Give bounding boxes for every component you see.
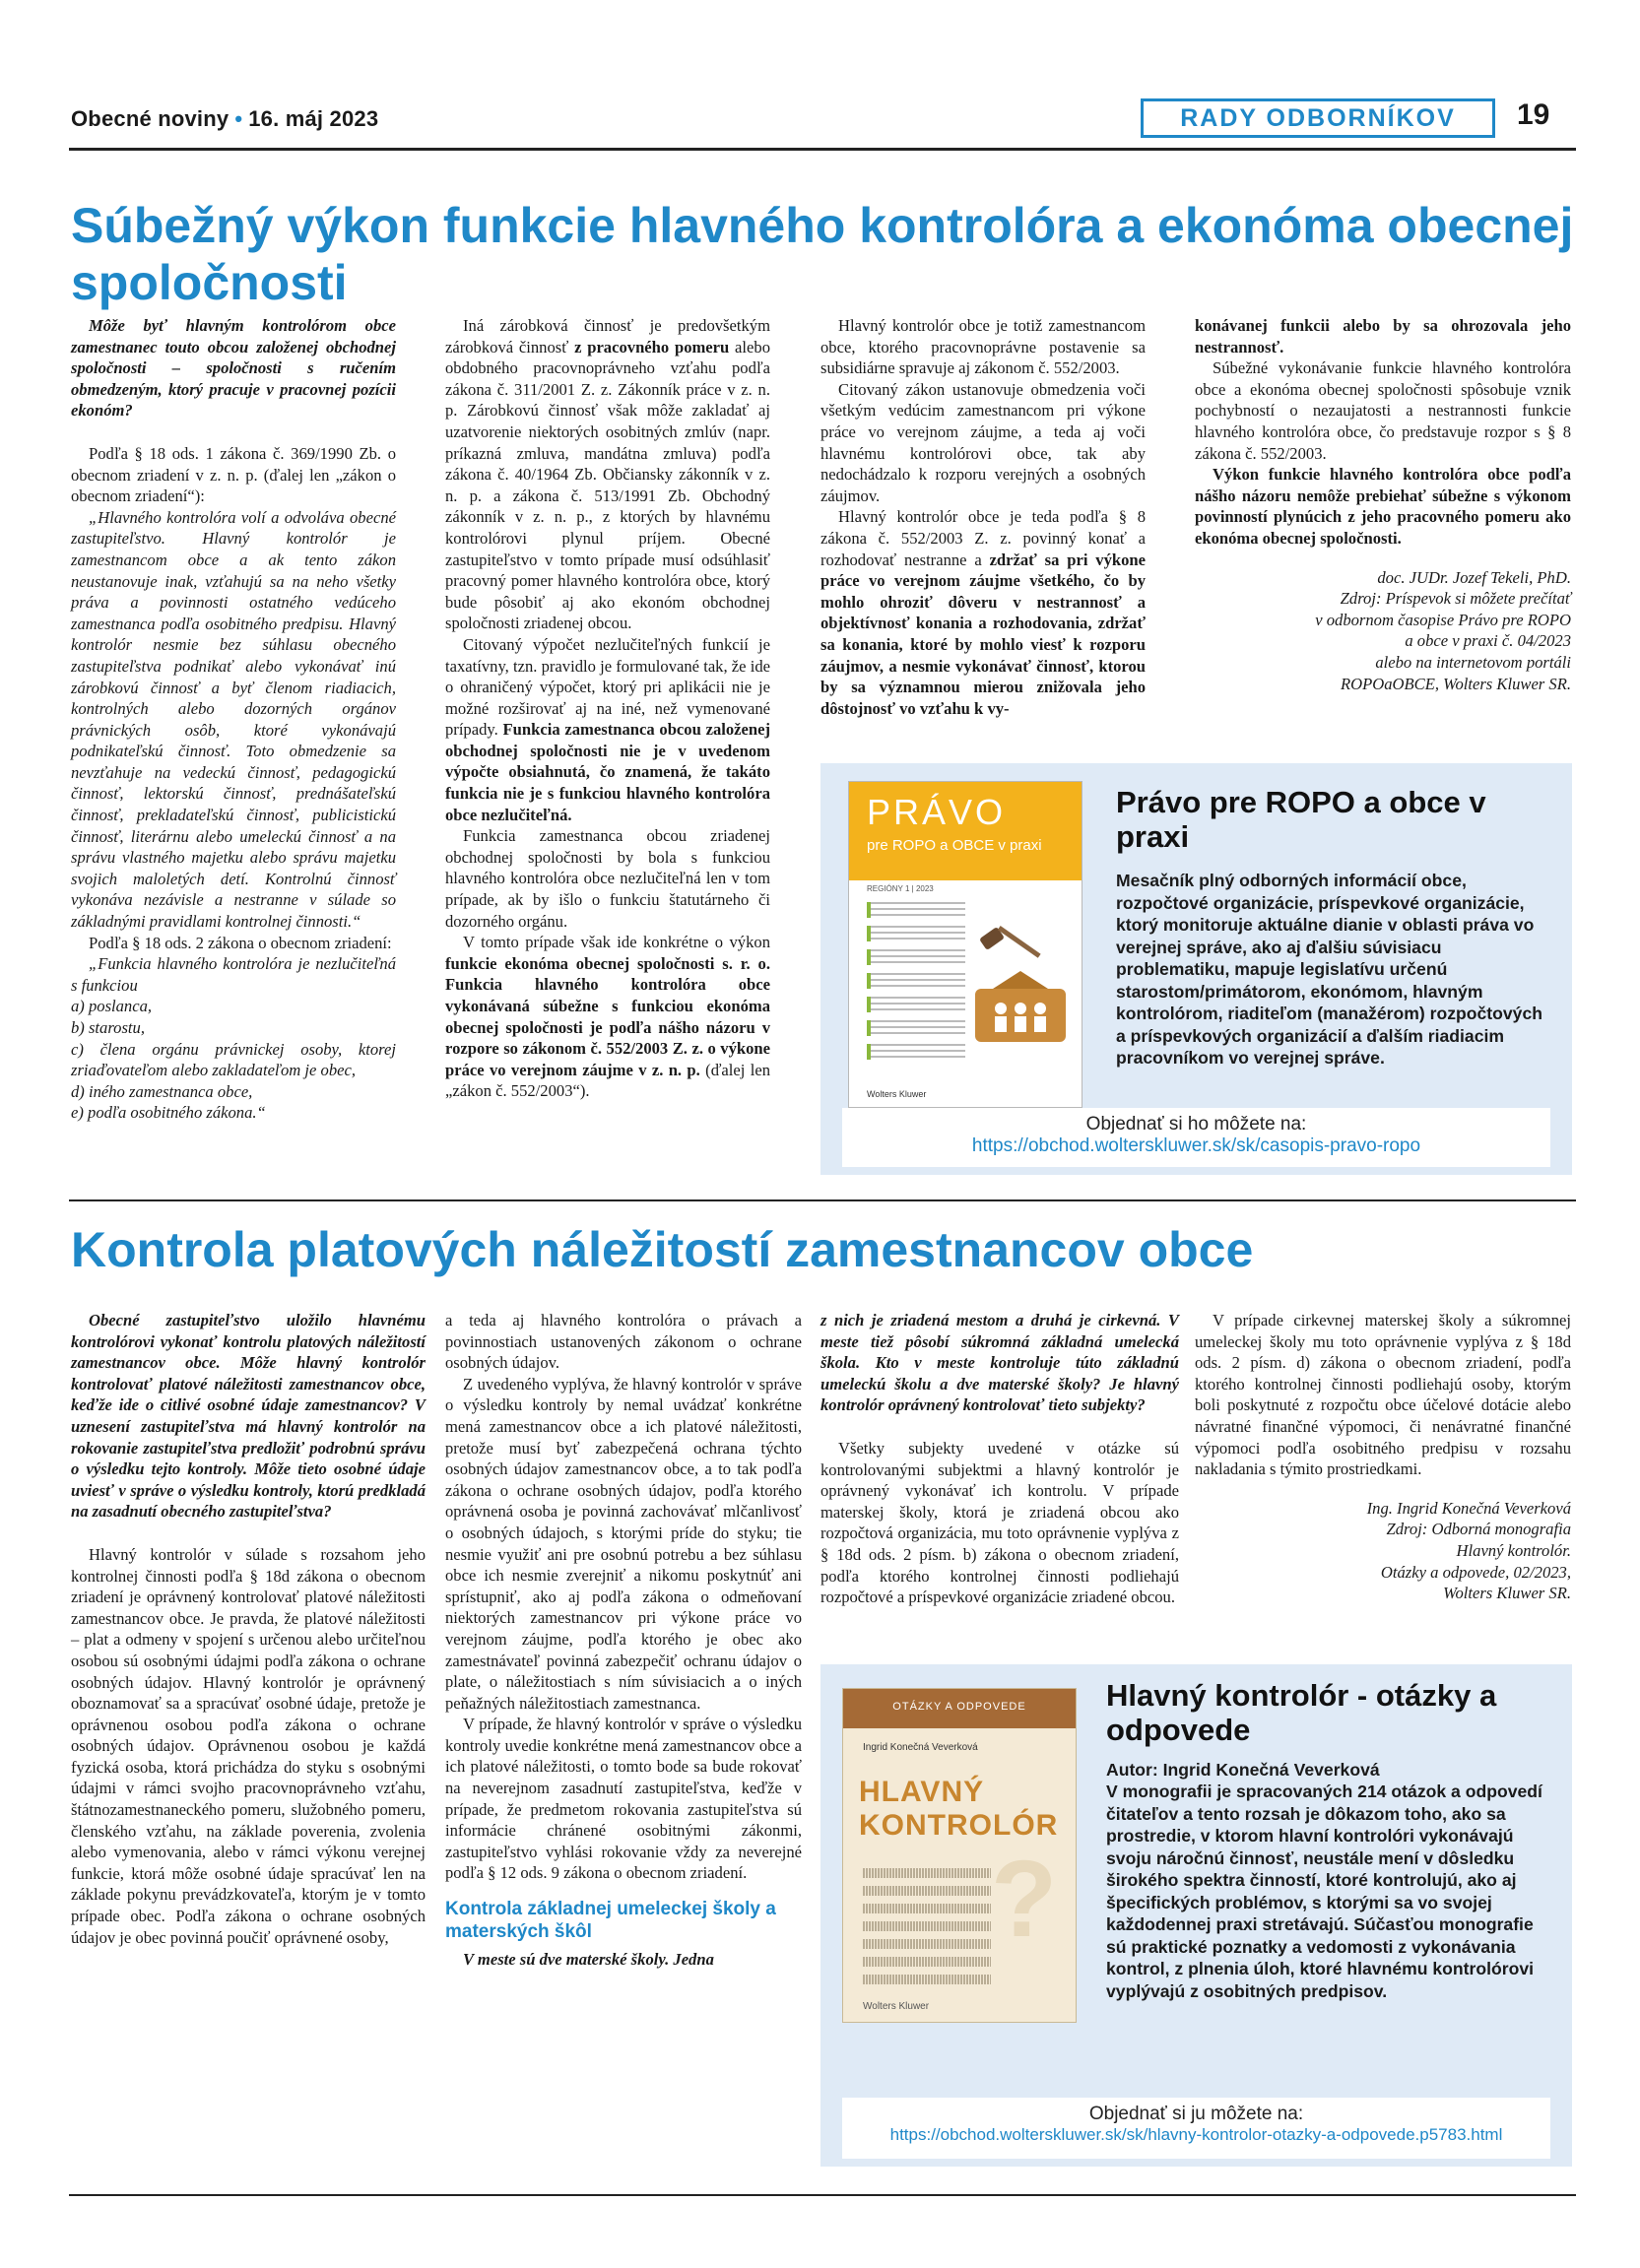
emphasis: z pracovného pomeru	[574, 337, 730, 356]
order-link[interactable]: https://obchod.wolterskluwer.sk/sk/casopis-pravo-ropo	[971, 1135, 1421, 1156]
cover-toc-line	[867, 926, 965, 941]
promo2-author: Autor: Ingrid Konečná Veverková	[1106, 1760, 1380, 1780]
promo2-description: V monografii je spracovaných 214 otázok a odpovedí čitateľov a tento rozsah je dôkazom toho, ako sa prostredie, v ktorom hlavní kontrolóri vykonávajú svoju náročnú činnosť, neustále mení v dôsledku širokého spektra činností, ktoré kontrolujú, ako aj špecifických problémov, s ktorými sa vo svojej každodennej praxi stretávajú. Súčasťou monografie sú praktické poznatky a vedomosti z vykonávania kontrol, z plnenia úloh, ktoré hlavnému kontrolórovi vyplývajú z osobitných predpisov.	[1106, 1782, 1542, 2001]
paragraph: Citovaný zákon ustanovuje obmedzenia voči všetkým vedúcim zamestnancom pri výkone práce vo verejnom záujme, a teda aj voči hlavnému kontrolórovi obce, tak aby nedochádzalo k rozporu verejných a osobných záujmov.	[820, 379, 1146, 505]
promo1-description: Mesačník plný odborných informácií obce, rozpočtové organizácie, príspevkové organizácie, ktorý monitoruje aktuálne dianie v oblasti práva vo verejnej správe, ako aj ďalšiu súvisiacu problematiku, mapuje legislatívu určenú starostom/primátorom, ekonómom, hlavným kontrolórom, riaditeľom (manažérom) rozpočtových a príspevkových organizácií a ďalším riadiacim pracovníkom vo verejnej správe.	[1116, 871, 1542, 1068]
paragraph	[445, 315, 770, 634]
section-label: RADY ODBORNÍKOV	[1141, 98, 1495, 138]
cover-list-line	[863, 1868, 991, 1878]
cover-toc	[867, 902, 965, 1068]
subheading: Kontrola základnej umeleckej školy a materských škôl	[445, 1899, 776, 1943]
article2-column-1	[71, 1310, 426, 1948]
promo-box-hlavny-kontrolor	[820, 1664, 1572, 2167]
cover-title	[859, 1776, 1058, 1843]
paragraph: Funkcia zamestnanca obcou zriadenej obchodnej spoločnosti by bola s funkciou hlavného kontrolóra obce nezlučiteľná len v tom prípade, ak by išlo o funkciu štatutárneho či dozorného orgánu.	[445, 826, 770, 931]
promo-box-pravo-ropo	[820, 763, 1572, 1175]
text-run: alebo obdobného pracovnoprávneho vzťahu podľa zákona č. 311/2001 Z. z. Zákonník práce v z. n. p. Zárobkovú činnosť však môže zakladať aj uzatvorenie niektorých osobitných zmlúv (napr. príkazná zmluva, mandátna zmluva) podľa zákona č. 40/1964 Zb. Občiansky zákonník v z. n. p. a zákona č. 513/1991 Zb. Obchodný zákonník v z. n. p., z ktorých by hlavnému kontrolórovi plynul príjem. Obecné zastupiteľstvo v tomto prípade musí odsúhlasiť pracovný pomer hlavného kontrolóra obce, ktorý bude pôsobiť aj ako ekonóm obchodnej spoločnosti zriadenej obcou.	[445, 337, 770, 633]
promo2-order	[842, 2098, 1550, 2159]
cover-list-line	[863, 1921, 991, 1931]
paragraph	[1195, 464, 1571, 549]
cover-author: Ingrid Konečná Veverková	[863, 1742, 978, 1753]
emphasis: Výkon funkcie hlavného kontrolóra obce podľa nášho názoru nemôže prebiehať súbežne s výkonom povinností plynúcich z jeho pracovného pomeru ako ekonóma obecnej spoločnosti.	[1195, 465, 1571, 548]
quote: „Funkcia hlavného kontrolóra je nezlučiteľná s funkciou	[71, 954, 396, 995]
section-divider	[69, 1199, 1576, 1201]
cover-toc-line	[867, 902, 965, 918]
source-line: alebo na internetovom portáli	[1375, 652, 1571, 672]
paragraph: Podľa § 18 ods. 1 zákona č. 369/1990 Zb. o obecnom zriadení v z. n. p. (ďalej len „zákon o obecnom zriadení“):	[71, 443, 396, 506]
gavel-illustration-icon	[975, 910, 1066, 1058]
header-rule	[69, 148, 1576, 151]
text-run: Iná zárobková činnosť je predovšetkým zárobková činnosť	[445, 316, 770, 356]
paragraph: Všetky subjekty uvedené v otázke sú kontrolovanými subjektmi a hlavný kontrolór je oprávnený vykonávať ich kontrolu. V prípade materskej školy, ktorá je zriadená obcou ako rozpočtová organizácia, mu toto oprávnenie vyplýva z § 18d ods. 2 písm. b) zákona o obecnom zriadení, podľa ktorého kontrolnej činnosti podliehajú rozpočtové a príspevkové organizácie zriadené obcou.	[820, 1438, 1179, 1607]
cover-issue: REGIÓNY 1 | 2023	[867, 884, 934, 893]
paragraph	[445, 932, 770, 1102]
cover-list-line	[863, 1904, 991, 1913]
source-line: Hlavný kontrolór.	[1456, 1540, 1571, 1560]
article1-column-4	[1195, 315, 1571, 694]
cover-publisher: Wolters Kluwer	[867, 1089, 927, 1099]
article1-column-1	[71, 315, 396, 1124]
source-line: a obce v praxi č. 04/2023	[1405, 631, 1571, 651]
cover-toc-line	[867, 949, 965, 965]
article2-column-3	[820, 1310, 1179, 1608]
paragraph: Súbežné vykonávanie funkcie hlavného kontrolóra obce a ekonóma obecnej spoločnosti spôsobuje vznik pochybností o nezaujatosti a nestrannosti funkcie hlavného kontrolóra obce, čo predstavuje rozpor s § 8 zákona č. 552/2003.	[1195, 358, 1571, 463]
cover-toc-line	[867, 973, 965, 989]
article2-column-4	[1195, 1310, 1571, 1604]
emphasis: zdržať sa pri výkone práce vo verejnom záujme všetkého, čo by mohlo ohroziť dôveru v nestrannosť a objektívnosť konania a rozhodovania, zdržať sa konania, ktoré by mohlo viesť k rozporu záujmov, a nesmie vykonávať činnosť, ktorou by sa významnou mierou znižovala jeho dôstojnosť vo vzťahu k vy-	[820, 550, 1146, 718]
question-mark-icon: ?	[991, 1839, 1058, 1960]
cover-toc-line	[867, 1020, 965, 1036]
list-item: a) poslanca,	[71, 997, 153, 1016]
masthead	[71, 106, 378, 132]
article1-column-3	[820, 315, 1146, 719]
list-item: d) iného zamestnanca obce,	[71, 1081, 253, 1101]
paragraph	[1195, 315, 1571, 357]
author-signature: doc. JUDr. Jozef Tekeli, PhD.	[1377, 567, 1571, 587]
article1-headline: Súbežný výkon funkcie hlavného kontrolóra a ekonóma obecnej spoločnosti	[71, 198, 1574, 310]
source-line: Wolters Kluwer SR.	[1443, 1584, 1571, 1603]
text-run: Citovaný výpočet nezlučiteľných funkcií je taxatívny, tzn. pravidlo je formulované tak, že ide o ohraničený výpočet, ktorý pri aplikácii nie je možné rozširovať aj na iné, než vymenované prípady.	[445, 634, 770, 740]
cover-list-line	[863, 1886, 991, 1896]
article2-headline: Kontrola platových náležitostí zamestnancov obce	[71, 1222, 1254, 1277]
cover-toc-line	[867, 1044, 965, 1060]
cover-subtitle: pre ROPO a OBCE v praxi	[867, 837, 1042, 854]
paragraph: a teda aj hlavného kontrolóra o právach a povinnostiach ustanovených zákonom o ochrane osobných údajov.	[445, 1311, 802, 1373]
paragraph: V prípade cirkevnej materskej školy a súkromnej umeleckej školy mu toto oprávnenie vyplýva z § 18d ods. 2 písm. d) zákona o obecnom zriadení, podľa ktorého kontrolnej činnosti podliehajú osoby, ktorým boli poskytnuté z rozpočtu obce účelové dotácie alebo návratné finančné výpomoci, či nenávratné finančné výpomoci podľa osobitného predpisu v rozsahu nakladania s týmito prostriedkami.	[1195, 1311, 1571, 1479]
text-run: (ďalej len „zákon č. 552/2003“).	[445, 1060, 770, 1101]
promo1-order	[842, 1108, 1550, 1167]
issue-date: 16. máj 2023	[248, 106, 379, 131]
source-line: Zdroj: Príspevok si môžete prečítať	[1340, 589, 1571, 609]
promo1-title: Právo pre ROPO a obce v praxi	[1116, 785, 1486, 854]
text-run: Hlavný kontrolór obce je teda podľa § 8 zákona č. 552/2003 Z. z. povinný konať a rozhodovať nestranne a	[820, 507, 1146, 569]
paragraph: V meste sú dve materské školy. Jedna	[463, 1950, 714, 1970]
article2-lead: Obecné zastupiteľstvo uložilo hlavnému kontrolórovi vykonať kontrolu platových náležitostí zamestnancov obce. Môže hlavný kontrolór kontrolovať platové náležitosti zamestnancov obce, keďže ide o citlivé osobné údaje zamestnancov? V uznesení zastupiteľstva má hlavný kontrolór na rokovanie zastupiteľstva predložiť podrobnú správu o výsledku tejto kontroly. Môže tieto osobné údaje uviesť v správe o výsledku kontroly, ktorú predkladá na zasadnutí obecného zastupiteľstva?	[71, 1311, 426, 1522]
paragraph: V prípade, že hlavný kontrolór v správe o výsledku kontroly uvedie konkrétne mená zamestnancov obce a ich platové náležitosti, o tomto bode sa bude rokovať na neverejnom zasadnutí zastupiteľstva, keďže v prípade, že predmetom rokovania zastupiteľstva sú informácie chránené osobitnými zákonmi, zastupiteľstvo vyhlási rokovanie vždy za neverejné podľa § 12 ods. 9 zákona o obecnom zriadení.	[445, 1715, 802, 1883]
cover-list-line	[863, 1957, 991, 1967]
quote: „Hlavného kontrolóra volí a odvoláva obecné zastupiteľstvo. Hlavný kontrolór je zamestnancom obce a ak tento zákon neustanovuje inak, vzťahujú sa na neho všetky práva a povinnosti ostatného vedúceho zamestnanca podľa osobitného predpisu. Hlavný kontrolór nesmie bez súhlasu obecného zastupiteľstva podnikať alebo vykonávať inú zárobkovú činnosť a byť členom riadiacich, kontrolných alebo dozorných orgánov právnických osôb, ktoré vykonávajú podnikateľskú činnosť. Toto obmedzenie sa nevzťahuje na vedeckú činnosť, pedagogickú činnosť, lektorskú činnosť, prednášateľskú činnosť, prekladateľskú činnosť, publicistickú činnosť, literárnu alebo umeleckú činnosť a na správu vlastného majetku alebo správu majetku svojich maloletých detí. Kontrolnú činnosť vykonáva nezávisle a nestranne v súlade so základnými pravidlami kontrolnej činnosti.“	[71, 507, 396, 932]
cover-list	[863, 1868, 991, 1992]
cover-title-line: HLAVNÝ	[859, 1776, 985, 1808]
source-line: v odbornom časopise Právo pre ROPO	[1315, 610, 1571, 629]
cover-publisher: Wolters Kluwer	[863, 2001, 930, 2012]
article1-column-2	[445, 315, 770, 1102]
list-item: c) člena orgánu právnickej osoby, ktorej zriaďovateľom alebo zakladateľom je obec,	[71, 1039, 396, 1080]
footer-rule	[69, 2194, 1576, 2196]
emphasis: Funkcia zamestnanca obcou založenej obchodnej spoločnosti nie je v uvedenom výpočte obsiahnutá, čo znamená, že takáto funkcia nie je s funkciou hlavného kontrolóra obce nezlučiteľná.	[445, 720, 770, 824]
paragraph	[445, 634, 770, 825]
emphasis: konávanej funkcii alebo by sa ohrozovala jeho nestrannosť.	[1195, 316, 1571, 356]
paragraph: Hlavný kontrolór obce je totiž zamestnancom obce, ktorého pracovnoprávne postavenie sa subsidiárne spravuje aj zákonom č. 552/2003.	[820, 316, 1146, 378]
order-link[interactable]: https://obchod.wolterskluwer.sk/sk/hlavny-kontrolor-otazky-a-odpovede.p5783.html	[889, 2125, 1503, 2144]
text-run: V tomto prípade však ide konkrétne o výkon	[463, 933, 770, 952]
cover-toc-line	[867, 997, 965, 1012]
order-label: Objednať si ho môžete na:	[1085, 1114, 1307, 1134]
cover-title-line: KONTROLÓR	[859, 1809, 1059, 1842]
source-line: Otázky a odpovede, 02/2023,	[1380, 1562, 1571, 1582]
publication-name: Obecné noviny	[71, 106, 230, 131]
book-cover-hlavny-kontrolor	[842, 1688, 1077, 2023]
article2-column-2	[445, 1310, 802, 1971]
cover-list-line	[863, 1975, 991, 1984]
paragraph	[820, 506, 1146, 719]
paragraph: Hlavný kontrolór v súlade s rozsahom jeho kontrolnej činnosti podľa § 18d zákona o obecnom zriadení je oprávnený kontrolovať platové náležitosti zamestnancov obce. Je pravda, že platové náležitosti – plat a odmeny v spojení s určenou alebo určiteľnou osobou sú osobnými údajmi podľa zákona o ochrane osobných údajov. Hlavný kontrolór je oprávnený oboznamovať sa a spracúvať osobné údaje, pretože je oprávnenou osobou podľa zákona o ochrane osobných údajov. Oprávnenou osobou je každá fyzická osoba, ktorá prichádza do styku s osobnými údajmi v rámci svojho pracovnoprávneho vzťahu, štátnozamestnaneckého pomeru, služobného pomeru, členského vzťahu, na základe poverenia, zvolenia alebo vymenovania, alebo v rámci výkonu verejnej funkcie, ktorá môže osobné údaje spracúvať len na základe pokynu prevádzkovateľa, ktorým je v tomto prípade obec. Podľa zákona o ochrane osobných údajov je obec povinná poučiť oprávnené osoby,	[71, 1544, 426, 1947]
cover-list-line	[863, 1939, 991, 1949]
order-label: Objednať si ju môžete na:	[1088, 2104, 1304, 2124]
author-signature: Ing. Ingrid Konečná Veverková	[1366, 1498, 1571, 1518]
promo2-title: Hlavný kontrolór - otázky a odpovede	[1106, 1678, 1497, 1747]
emphasis: funkcie ekonóma obecnej spoločnosti s. r. o. Funkcia hlavného kontrolóra obce vykonávaná súbežne s funkciou ekonóma obecnej spoločnosti je podľa nášho názoru v rozpore so zákonom č. 552/2003 Z. z. o výkone práce vo verejnom záujme v z. n. p.	[445, 953, 770, 1079]
paragraph: z nich je zriadená mestom a druhá je cirkevná. V meste tiež pôsobí súkromná základná umelecká škola. Kto v meste kontroluje túto základnú umeleckú školu a dve materské školy? Je hlavný kontrolór oprávnený kontrolovať tieto subjekty?	[820, 1311, 1179, 1415]
paragraph: Podľa § 18 ods. 2 zákona o obecnom zriadení:	[89, 933, 392, 952]
separator-dot: •	[234, 106, 243, 131]
list-item: e) podľa osobitného zákona.“	[71, 1103, 266, 1123]
source-line: ROPOaOBCE, Wolters Kluwer SR.	[1341, 674, 1571, 693]
book-cover-pravo	[848, 781, 1082, 1108]
cover-series: OTÁZKY A ODPOVEDE	[892, 1701, 1026, 1713]
cover-title: PRÁVO	[867, 792, 1007, 832]
article1-lead: Môže byť hlavným kontrolórom obce zamestnanec touto obcou založenej obchodnej spoločnosti – spoločnosti s ručením obmedzeným, ktorý pracuje v pracovnej pozícii ekonóm?	[71, 316, 396, 421]
source-line: Zdroj: Odborná monografia	[1386, 1520, 1571, 1539]
paragraph: Z uvedeného vyplýva, že hlavný kontrolór v správe o výsledku kontroly by nemal uvádzať konkrétne mená zamestnancov obce a ich platové náležitosti, pretože musí byť zabezpečená ochrana týchto osobných údajov zamestnancov obce, a to tak podľa zákona o ochrane osobných údajov, podľa ktorého oprávnená osoba je povinná zachovávať mlčanlivosť o osobných údajoch, s ktorými príde do styku; tie nesmie využiť ani pre osobnú potrebu a bez súhlasu obce ich nesmie zverejniť a nikomu poskytnúť ani sprístupniť, ako aj podľa zákona o odmeňovaní niektorých zamestnancov pri výkone práce vo verejnom záujme, podľa ktorého je obec ako zamestnávateľ povinná zabezpečiť ochranu údajov o plate, o náležitostiach s ním súvisiacich a o iných peňažných náležitostiach zamestnanca.	[445, 1374, 802, 1713]
list-item: b) starostu,	[71, 1018, 145, 1037]
page-number: 19	[1517, 98, 1550, 131]
